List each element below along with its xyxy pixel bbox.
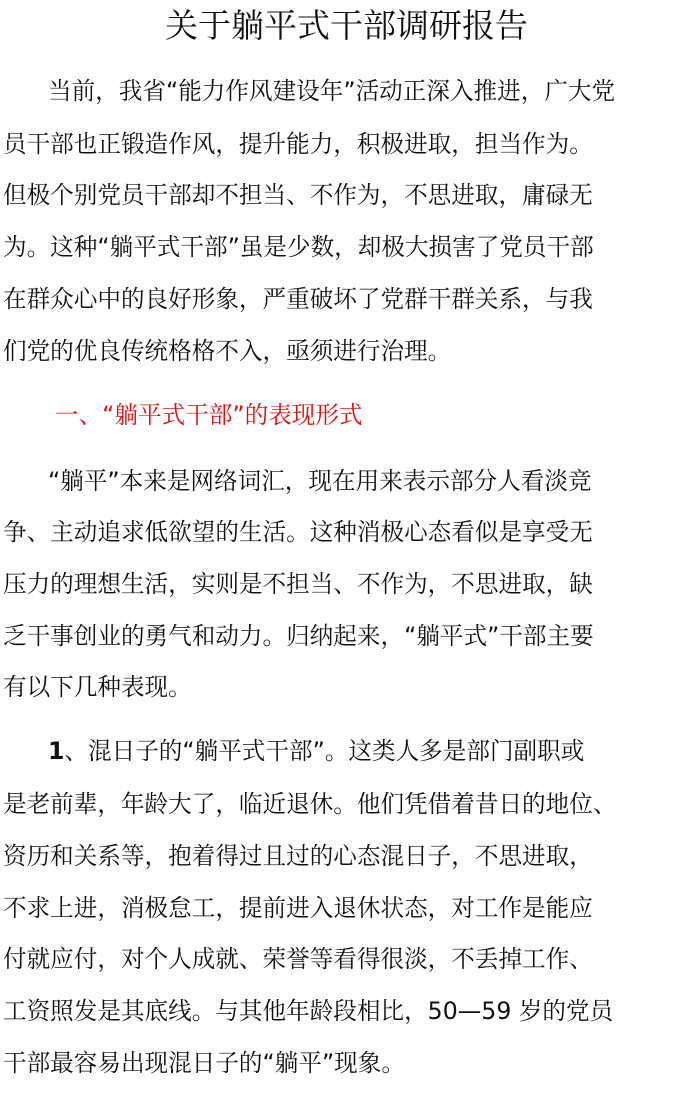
- item-1-line-6: 工资照发是其底线。与其他年龄段相比，50—59 岁的党员: [3, 997, 614, 1025]
- item-1-line-3: 资历和关系等，抱着得过且过的心态混日子，不思进取，: [3, 842, 593, 870]
- paragraph-2-line-4: 乏干事创业的勇气和动力。归纳起来，“躺平式”干部主要: [3, 622, 594, 650]
- paragraph-1-line-4: 为。这种“躺平式干部”虽是少数，却极大损害了党员干部: [3, 233, 594, 261]
- paragraph-2-line-1: “躺平”本来是网络词汇，现在用来表示部分人看淡竞: [48, 467, 592, 495]
- section-1-heading: 一、“躺平式干部”的表现形式: [55, 401, 363, 429]
- paragraph-1-line-1: 当前，我省“能力作风建设年”活动正深入推进，广大党: [48, 77, 616, 105]
- paragraph-2-line-5: 有以下几种表现。: [3, 673, 192, 701]
- paragraph-2-line-3: 压力的理想生活，实则是不担当、不作为，不思进取，缺: [3, 570, 593, 598]
- item-1-number: 1: [48, 737, 65, 765]
- paragraph-2-line-2: 争、主动追求低欲望的生活。这种消极心态看似是享受无: [3, 518, 593, 546]
- item-1-line-7: 干部最容易出现混日子的“躺平”现象。: [3, 1049, 405, 1077]
- paragraph-1-line-5: 在群众心中的良好形象，严重破坏了党群干群关系，与我: [3, 285, 593, 313]
- paragraph-1-line-2: 员干部也正锻造作风，提升能力，积极进取，担当作为。: [3, 130, 593, 158]
- item-1-heading-text: 、混日子的“躺平式干部”: [64, 737, 325, 765]
- item-1-line-4: 不求上进，消极怠工，提前进入退休状态，对工作是能应: [3, 894, 593, 922]
- item-1-line-5: 付就应付，对个人成就、荣誉等看得很淡，不丢掉工作、: [3, 945, 593, 973]
- paragraph-1-line-3: 但极个别党员干部却不担当、不作为，不思进取，庸碌无: [3, 181, 593, 209]
- item-1-line-1: [48, 733, 584, 769]
- item-1-line-2: 是老前辈，年龄大了，临近退休。他们凭借着昔日的地位、: [3, 790, 617, 818]
- paragraph-1-line-6: 们党的优良传统格格不入，亟须进行治理。: [3, 337, 452, 365]
- item-1-first-line-rest: 。这类人多是部门副职或: [324, 737, 585, 765]
- document-title: 关于躺平式干部调研报告: [165, 6, 528, 45]
